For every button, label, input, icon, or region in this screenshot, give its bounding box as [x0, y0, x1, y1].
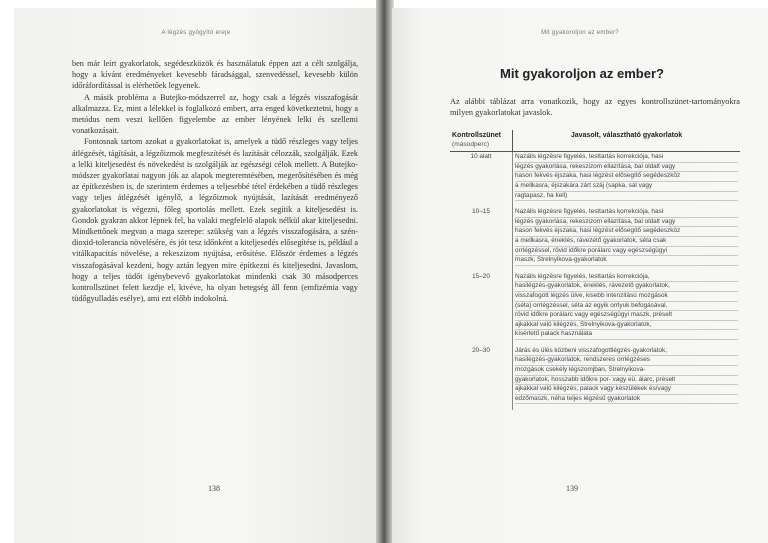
exercise-line: ajkakkal való kilégzés, Strelnyikova-gyakorlatok, — [515, 321, 738, 331]
exercise-line: orrlégzéssel, rövid időkre porálarc vagy egészségügyi — [515, 247, 738, 257]
exercise-line: gyakorlatok, hosszabb időkre por- vagy eü. álarc, préselt — [515, 376, 738, 386]
exercise-line: Nazális légzésre figyelés, testtartás korrekciója, hasi — [515, 208, 738, 218]
exercise-table — [450, 130, 740, 410]
exercise-line: a mellkasra, éneklés, rávezető gyakorlatok, séta csak — [515, 237, 738, 247]
range-cell: 10 alatt — [470, 153, 492, 161]
exercise-line: hason fekvés éjszaka, hasi légzést elősegítő segédeszköz — [515, 172, 738, 182]
header-sublabel: (másodperc) — [452, 140, 490, 148]
table-row — [450, 272, 740, 346]
exercise-line: kísérletű palack használata — [515, 330, 738, 340]
exercise-line: mozgások csekély légszomjban, Strelnyikova- — [515, 366, 738, 376]
right-running-head: Mit gyakoroljon az ember? — [541, 30, 619, 36]
table-row — [450, 152, 740, 207]
paragraph: Fontosnak tartom azokat a gyakorlatokat is, amelyek a tüdő részleges vagy teljes átlégzését, tágítását, a légzőizmok megfeszítését és lazítását célozzák, szolgálják. Ezek a lelki kiteljesedést és növekedést is szolgálják az egészségi célok mellett. A Butejko-módszer gyakorlatai nagyon jók az alapok megteremtésében, megerősítésében és még az építkezésben is, de szerintem érdemes a teljesebbé tétel érdekében a tüdő részleges vagy teljes átlégzését igénylő, a légzőizmok nyújtását, lazítását eredményező gyakorlatokat is végezni, főleg sportolás mellett. Ezek segítik a kiteljesedést is. Gondok gyakran akkor lépnek fel, ha valaki megfelelő alapok nélkül akar kiteljesedni. Mindkettőnek megvan a maga szerepe: szükség van a légzés visszafogására, a szén-dioxid-tolerancia növelésére, és jót tesz időnként a kiteljesedés elősegítése is, például a vitálkapacitás növelése, a rekeszizom nyújtása, erősítése. Először érdemes a légzés visszafogásával kezdeni, hogy aztán legyen mire építkezni és kiteljesedni. Javaslom, hogy a teljes tüdőt igénybevevő gyakorlatokat mindenki csak 30 másodperces kontrollszünet felett kezdje el, kivéve, ha olyan betegség áll fenn (emfizémia vagy tüdőgyulladás esélye), ami ezt előbb indokolná. — [72, 137, 358, 304]
right-page — [392, 8, 768, 543]
paragraph: A másik probléma a Butejko-módszerrel az, hogy csak a légzés visszafogását alkalmazza. Ez, mint a lélekkel is foglalkozó embert, arra enged következtetni, hogy a metódus nem veszi kellően figyelembe az ember lényének lelki és szellemi vonatkozásait. — [72, 92, 358, 136]
range-cell: 15–20 — [472, 272, 490, 280]
left-running-head: A légzés gyógyító ereje — [161, 30, 231, 36]
header-label: Kontrollszünet — [452, 132, 501, 139]
exercise-line: a mellkasra, éjszakára zárt száj (sapka, sál vagy — [515, 182, 738, 192]
exercise-line: Nazális légzésre figyelés, testtartás korrekciója, hasi — [515, 153, 738, 163]
exercise-line: rövid időkre porálarc vagy egészségügyi maszk, préselt — [515, 311, 738, 321]
intro-text — [450, 96, 740, 118]
table-row — [450, 346, 740, 411]
exercise-line: ajkakkal való kilégzés, palack vagy készülékek és/vagy — [515, 385, 738, 395]
exercise-line: légzés gyakorlása, rekeszizom ellazítása, bal oldalt vagy — [515, 163, 738, 173]
exercise-line: Járás és ülés közbeni visszafogottlégzés-gyakorlatok, — [515, 347, 738, 357]
table-header-control-pause — [450, 130, 513, 152]
left-page-number: 138 — [208, 484, 220, 493]
table-row — [450, 207, 740, 272]
range-cell: 10–15 — [472, 208, 490, 216]
exercise-line: edzőmaszk, néha teljes légzésű gyakorlatok — [515, 395, 738, 405]
range-cell: 20–30 — [472, 346, 490, 354]
section-title: Mit gyakoroljon az ember? — [500, 66, 664, 81]
paragraph: ben már leírt gyakorlatok, segédeszközök és használatuk éppen azt a célt szolgálja, hogy a kívánt eredményeket kevesebb fáradsággal, szenvedéssel, kevesebb külön időráfordítással is elérhetőek legyenek. — [72, 59, 358, 91]
exercise-cell — [513, 272, 741, 346]
exercise-line: hasilégzés-gyakorlatok, éneklés, rávezető gyakorlatok, — [515, 282, 738, 292]
left-body-text — [72, 58, 358, 304]
table-header-exercises: Javasolt, választható gyakorlatok — [513, 130, 741, 152]
exercise-cell — [513, 152, 741, 207]
left-page — [14, 8, 378, 543]
exercise-cell — [513, 207, 741, 272]
paragraph: Az alábbi táblázat arra vonatkozik, hogy az egyes kontrollszünet-tartományokra milyen gyakorlatokat javaslok. — [450, 97, 740, 118]
exercise-line: visszafogott légzés ülve, kisebb intenzitású mozgások — [515, 292, 738, 302]
table-header-row — [450, 130, 740, 152]
exercise-line: (séta) orrlégzéssel, séta az egyik orrlyuk befogásával, — [515, 302, 738, 312]
exercise-line: Nazális légzésre figyelés, testtartás korrekciója, — [515, 273, 738, 283]
right-page-number: 139 — [566, 484, 578, 493]
exercise-line: ragtapasz, ha kell) — [515, 192, 738, 202]
exercise-line: légzés gyakorlása, rekeszizom ellazítása, bal oldalt vagy — [515, 218, 738, 228]
exercise-cell — [513, 346, 741, 411]
exercise-line: hason fekvés éjszaka, hasi légzést elősegítő segédeszköz — [515, 227, 738, 237]
exercise-line: hasilégzés-gyakorlatok, rendszeres orrlégzéses — [515, 356, 738, 366]
exercise-line: maszk, Strelnyikova-gyakorlatok — [515, 256, 738, 266]
